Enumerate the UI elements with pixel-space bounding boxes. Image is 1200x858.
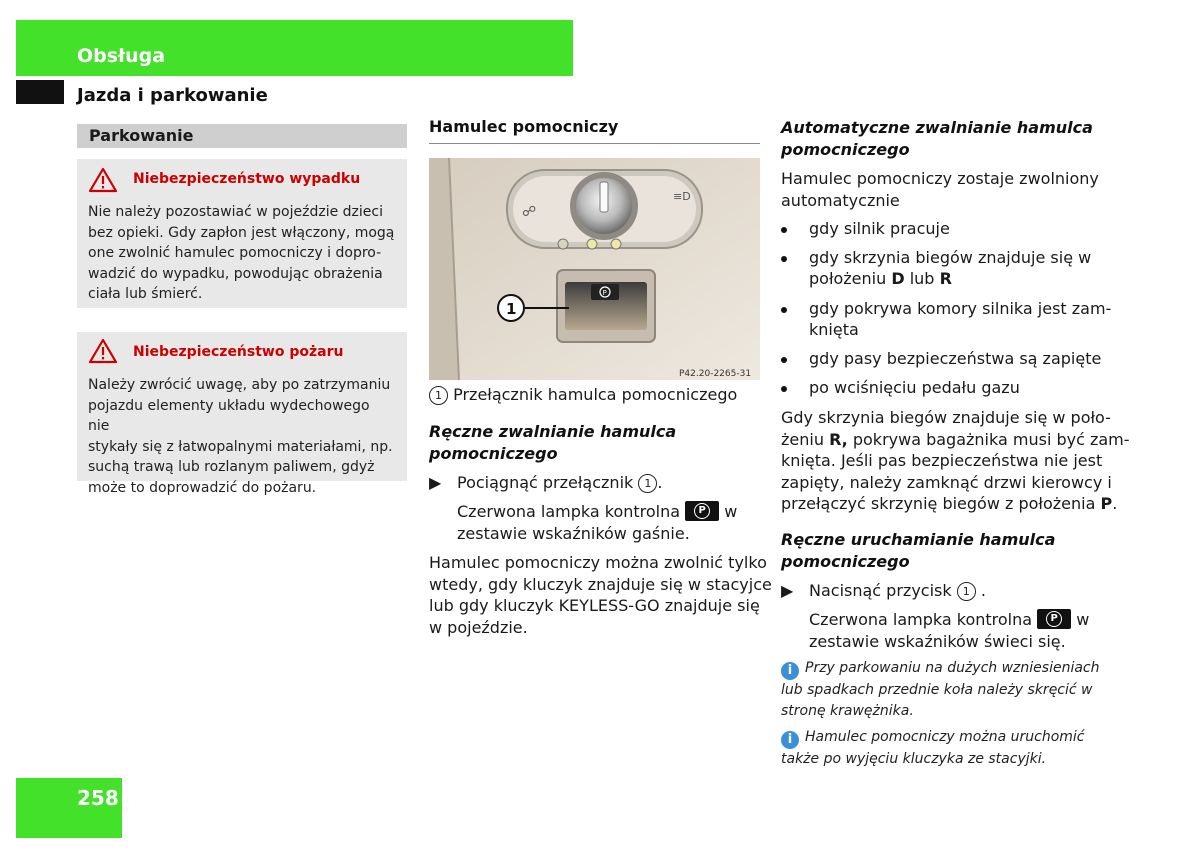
apply-step: ▶ Nacisnąć przycisk 1 . Czerwona lampka kontrolna P w zestawie wskaźników świeci się. xyxy=(781,581,1090,651)
figure-caption: 1 Przełącznik hamulca pomocniczego xyxy=(429,384,737,406)
parking-heading: Parkowanie xyxy=(89,126,194,145)
warning-title: Niebezpieczeństwo pożaru xyxy=(133,344,344,360)
info-icon: i xyxy=(781,662,799,680)
header-marker xyxy=(16,80,64,104)
section-title: Obsługa xyxy=(77,45,166,67)
auto-release-intro: Hamulec pomocniczy zostaje zwolniony automatycznie xyxy=(781,169,1099,210)
handbrake-heading: Hamulec pomocniczy xyxy=(429,117,619,136)
warning-title: Niebezpieczeństwo wypadku xyxy=(133,171,361,187)
warning-text: Nie należy pozostawiać w pojeździe dzieci bez opieki. Gdy zapłon jest włączony, mogą one zwolnić hamulec pomocniczy i dopro- wadzić do wypadku, powodując obrażenia ciała lub śmierć. xyxy=(88,204,395,302)
subsection-title: Jazda i parkowanie xyxy=(77,85,268,106)
manual-apply-heading: Ręczne uruchamianie hamulca pomocniczego xyxy=(781,530,1056,571)
info-icon: i xyxy=(781,731,799,749)
release-paragraph: Hamulec pomocniczy można zwolnić tylko wtedy, gdy kluczyk znajduje się w stacyjce lub gdy kluczyk KEYLESS-GO znajduje się w pojeździe. xyxy=(429,553,772,637)
callout-number: 1 xyxy=(506,300,517,318)
warning-triangle-icon xyxy=(88,167,118,193)
callout-1-icon: 1 xyxy=(638,474,657,493)
figure-code: P42.20-2265-31 xyxy=(679,369,752,379)
svg-text:≡D: ≡D xyxy=(673,190,691,203)
warning-text: Należy zwrócić uwagę, aby po zatrzymaniu pojazdu elementy układu wydechowego nie stykały się z łatwopalnymi materiałami, np. suchą trawą lub rozlanym paliwem, gdyż może to doprowadzić do pożaru. xyxy=(88,377,393,496)
step-arrow-icon: ▶ xyxy=(429,473,442,492)
dashboard-illustration xyxy=(429,158,760,380)
step-arrow-icon: ▶ xyxy=(781,581,794,600)
parking-brake-lamp-icon: P xyxy=(1037,609,1071,629)
warning-triangle-icon xyxy=(88,338,118,364)
callout-1-icon: 1 xyxy=(957,582,976,601)
warning-box-accident xyxy=(77,159,407,308)
gear-paragraph: Gdy skrzynia biegów znajduje się w poło- żeniu R, pokrywa bagażnika musi być zam- knięta. Jeśli pas bezpieczeństwa nie jest zapięty, należy zamknąć drzwi kierowcy i przełączyć skrzynię biegów z położenia P. xyxy=(781,408,1130,513)
parking-heading-bar xyxy=(77,124,407,148)
handbrake-figure xyxy=(429,158,760,380)
parking-brake-lamp-icon: P xyxy=(685,501,719,521)
svg-text:☍: ☍ xyxy=(522,204,537,220)
manual-release-heading: Ręczne zwalnianie hamulca pomocniczego xyxy=(429,422,677,463)
auto-release-heading: Automatyczne zwalnianie hamulca pomocniczego xyxy=(781,118,1093,159)
heading-rule xyxy=(429,143,760,144)
info-note: i Hamulec pomocniczy można uruchomić także po wyjęciu kluczyka ze stacyjki. xyxy=(781,729,1085,767)
info-note: i Przy parkowaniu na dużych wzniesieniach lub spadkach przednie koła należy skręcić w stronę krawężnika. xyxy=(781,660,1100,719)
warning-box-fire xyxy=(77,332,407,496)
page-number: 258 xyxy=(77,786,119,810)
callout-1-icon: 1 xyxy=(429,386,448,405)
auto-release-conditions: gdy silnik pracuje gdy skrzynia biegów znajduje się w położeniu D lub R gdy pokrywa komory silnika jest zam- knięta gdy pasy bezpieczeństwa są zapięte po wciśnięciu pedału gazu xyxy=(781,218,1121,403)
svg-text:P: P xyxy=(602,289,607,297)
